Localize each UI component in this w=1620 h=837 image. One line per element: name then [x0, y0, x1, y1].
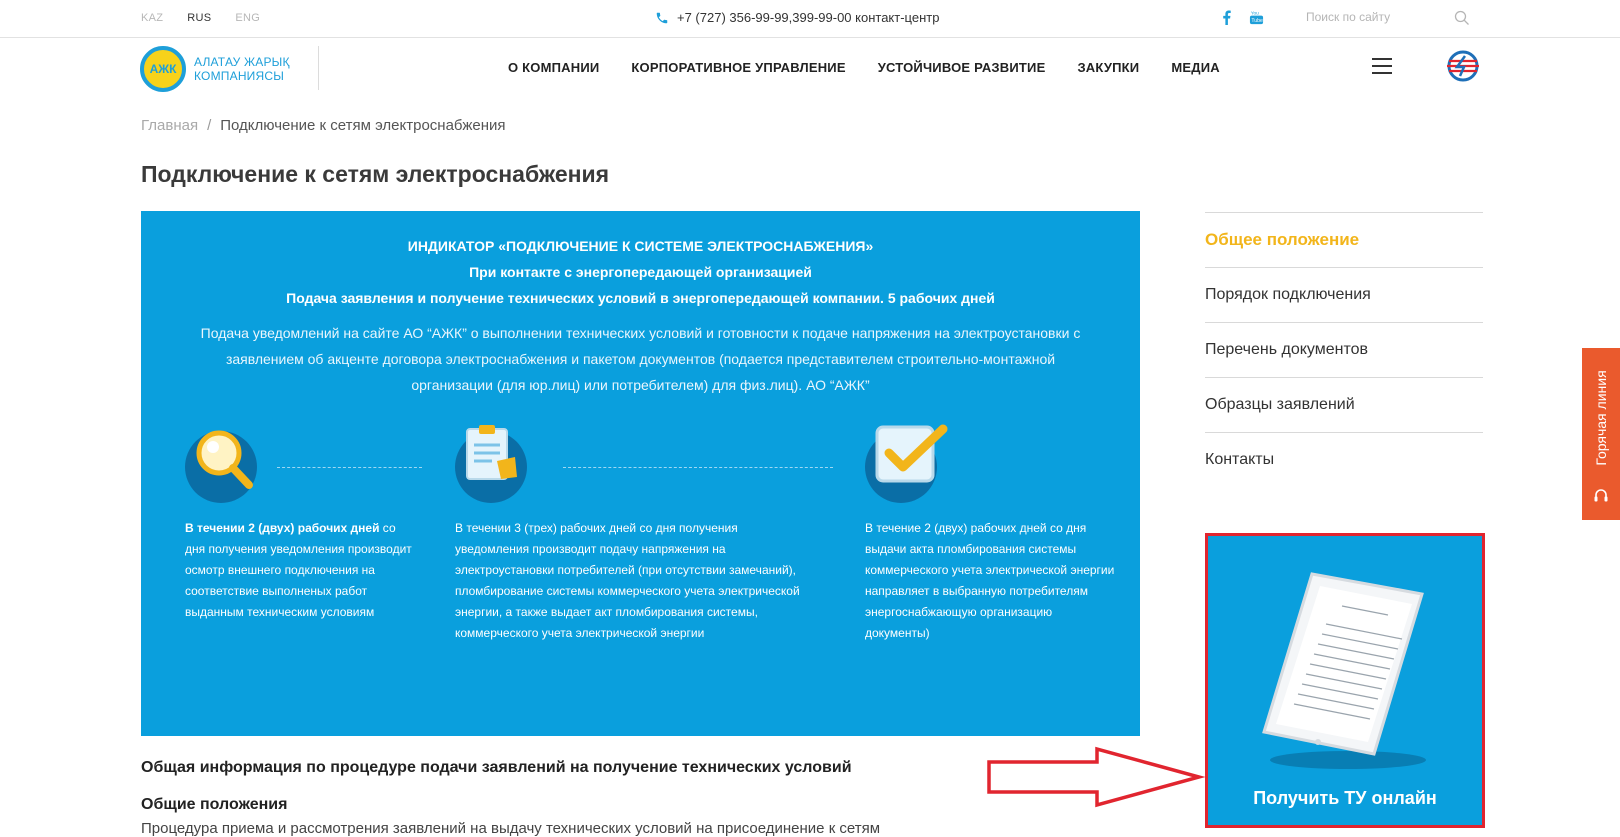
hotline-tab[interactable] [1582, 348, 1620, 520]
infographic-heading: ИНДИКАТОР «ПОДКЛЮЧЕНИЕ К СИСТЕМЕ ЭЛЕКТРОСНАБЖЕНИЯ» [407, 238, 874, 254]
hotline-label: Горячая линия [1593, 370, 1609, 466]
breadcrumb [141, 117, 506, 134]
step-connector-2 [563, 467, 833, 468]
breadcrumb-home[interactable]: Главная [141, 117, 199, 134]
top-bar [0, 0, 1620, 38]
get-tu-online-banner[interactable] [1205, 533, 1485, 828]
magnifier-icon [185, 423, 261, 499]
infographic-paragraph: Подача уведомлений на сайте АО “АЖК” о выполнении технических условий и готовности к подаче напряжения на электроустановки с заявлением об акценте договора электроснабжения и пакетом документов (подается представителем строительно-монтажной организации (для юр.лиц) или потребителем) для физ.лиц). АО “АЖК” [200, 325, 1081, 393]
main-nav [508, 60, 1252, 75]
logo-text [194, 55, 290, 83]
sidebar-item-contacts[interactable]: Контакты [1205, 432, 1483, 487]
contact-phone[interactable] [655, 10, 939, 25]
section-subtitle: Общие положения [141, 796, 288, 813]
lang-eng[interactable]: ENG [235, 12, 261, 24]
step-3-text: В течение 2 (двух) рабочих дней со дня выдачи акта пломбирования системы коммерческого учета электрической энергии направляет в выбранную потребителям энергоснабжающую организацию документы) [865, 521, 1115, 640]
main-header [0, 38, 1620, 100]
language-switcher [141, 12, 284, 24]
section-paragraph: Процедура приема и рассмотрения заявлений на выдачу технических условий на присоединение к сетям [141, 820, 881, 837]
search-input[interactable] [1306, 10, 1446, 24]
phone-icon [655, 11, 669, 25]
logo-line-2: КОМПАНИЯСЫ [194, 69, 285, 83]
step-1-text [185, 518, 415, 623]
sidebar-nav [1205, 212, 1483, 487]
phone-text: +7 (727) 356-99-99,399-99-00 контакт-центр [677, 10, 940, 25]
svg-text:You: You [1250, 10, 1259, 16]
step-2-text: В течении 3 (трех) рабочих дней со дня получения уведомления производит подачу напряжения на электроустановки потребителей (при отсутствии замечаний), пломбирование системы коммерческого учета электрической энергии, а также выдает акт пломбирования системы, коммерческого учета электрической энергии [455, 521, 800, 640]
clipboard-icon [457, 421, 529, 493]
lang-kaz[interactable]: KAZ [141, 12, 164, 24]
menu-icon[interactable] [1372, 58, 1392, 79]
nav-media[interactable]: МЕДИА [1171, 60, 1220, 75]
tablet-image [1256, 564, 1436, 774]
site-search [1306, 8, 1478, 30]
youtube-icon[interactable] [1249, 10, 1264, 25]
breadcrumb-current: Подключение к сетям электроснабжения [220, 117, 506, 134]
sidebar-item-procedure[interactable]: Порядок подключения [1205, 267, 1483, 322]
red-arrow-annotation [985, 746, 1205, 808]
checkmark-icon [871, 421, 951, 491]
svg-text:Tube: Tube [1251, 18, 1263, 25]
nav-corporate-governance[interactable]: КОРПОРАТИВНОЕ УПРАВЛЕНИЕ [631, 60, 846, 75]
nav-sustainability[interactable]: УСТОЙЧИВОЕ РАЗВИТИЕ [877, 60, 1046, 75]
partner-logo-icon[interactable] [1443, 50, 1483, 82]
page-title: Подключение к сетям электроснабжения [141, 161, 610, 187]
nav-about[interactable]: О КОМПАНИИ [508, 60, 600, 75]
headset-icon [1593, 488, 1609, 504]
step-1-rest: со дня получения уведомления производит осмотр внешнего подключения на соответствие выполненых работ выданным техническим условиям [185, 521, 412, 619]
get-tu-online-label: Получить ТУ онлайн [1253, 788, 1437, 808]
sidebar-item-documents[interactable]: Перечень документов [1205, 322, 1483, 377]
breadcrumb-separator: / [207, 117, 212, 134]
section-title: Общая информация по процедуре подачи заявлений на получение технических условий [141, 759, 852, 776]
infographic-subheading-2: Подача заявления и получение технических условий в энергопередающей компании. 5 рабочих дней [286, 290, 995, 306]
sidebar-item-samples[interactable]: Образцы заявлений [1205, 377, 1483, 432]
lang-rus[interactable]: RUS [187, 12, 212, 24]
nav-procurement[interactable]: ЗАКУПКИ [1077, 60, 1140, 75]
connection-infographic [141, 211, 1140, 736]
facebook-icon[interactable] [1222, 10, 1231, 25]
infographic-subheading: При контакте с энергопередающей организацией [469, 264, 812, 280]
step-1-bold: В течении 2 (двух) рабочих дней [185, 521, 380, 535]
logo-divider [318, 46, 319, 90]
search-icon[interactable] [1454, 10, 1470, 26]
logo-badge: АЖК [140, 46, 186, 92]
site-logo[interactable] [140, 46, 290, 92]
step-connector-1 [277, 467, 422, 468]
logo-line-1: АЛАТАУ ЖАРЫҚ [194, 55, 290, 69]
sidebar-item-general[interactable]: Общее положение [1205, 212, 1483, 267]
social-links [1222, 10, 1264, 25]
